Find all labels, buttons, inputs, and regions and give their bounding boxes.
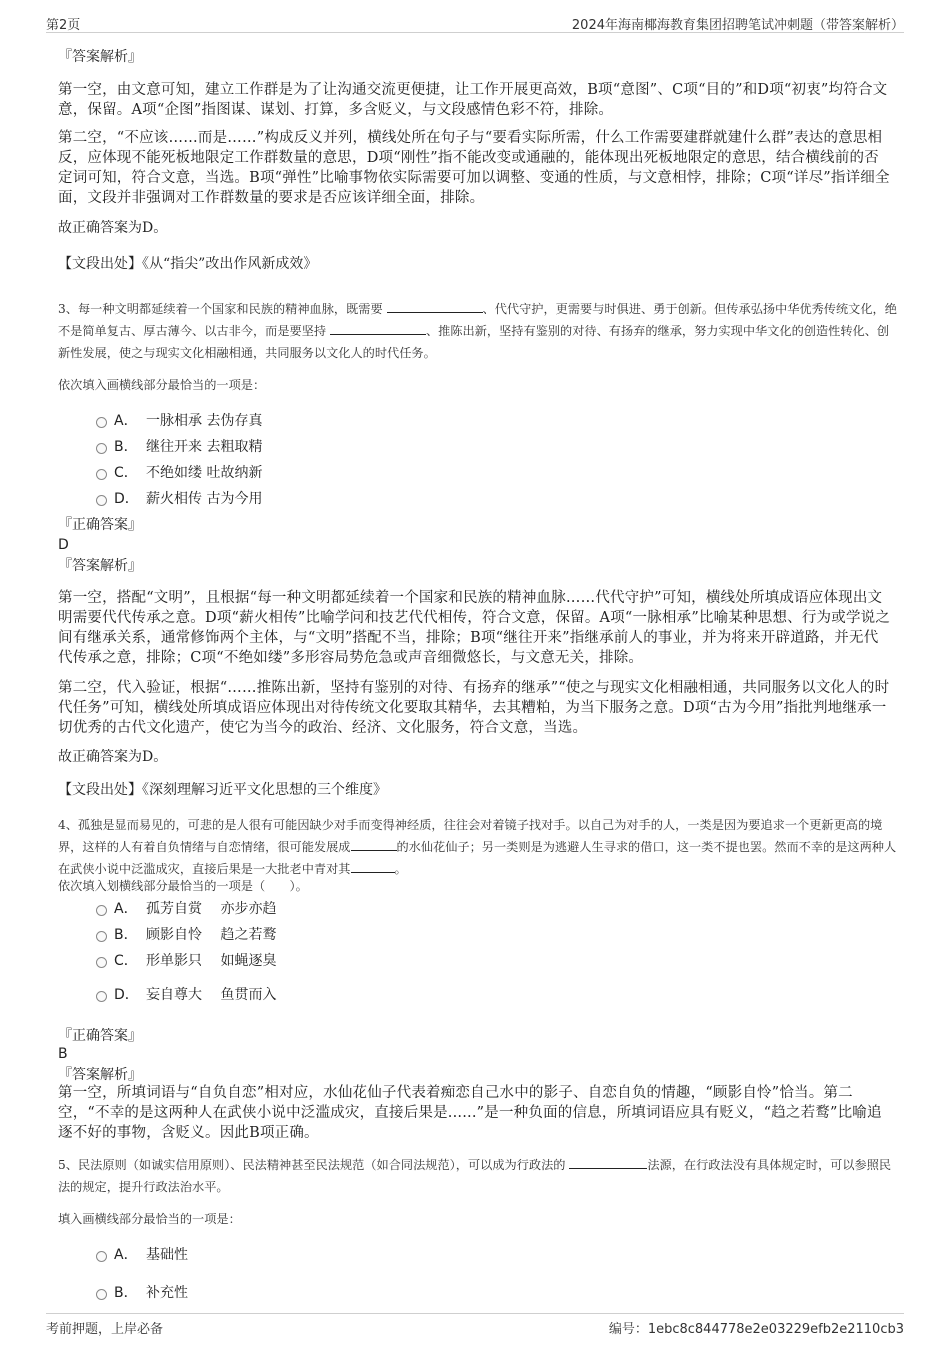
question-5-text: 5、民法原则（如诚实信用原则）、民法精神甚至民法规范（如合同法规范），可以成为行政法的 法源，在行政法没有具体规定时，可以参照民法的规定，提升行政法治水平。 [58, 1158, 892, 1194]
question-number: 5、 [58, 1158, 78, 1172]
question-3-text: 3、每一种文明都延续着一个国家和民族的精神血脉，既需要 、代代守护，更需要与时俱进、勇于创新。但传承弘扬中华优秀传统文化，绝不是简单复古、厚古薄今、以古非今，而是要坚持 、推陈出新，坚持有鉴别的对待、有扬弃的继承，努力实现中华文化的创造性转化、创新性发展，使之与现实文化相融相通，共同服务以文化人的时代任务。 [58, 302, 897, 360]
radio-button[interactable] [96, 469, 107, 480]
passage-source: 【文段出处】《从“指尖”改出作风新成效》 [58, 256, 318, 272]
question-prompt: 填入画横线部分最恰当的一项是： [58, 1212, 241, 1226]
correct-answer-tag: 『正确答案』 [58, 517, 142, 533]
blank-1 [387, 300, 483, 313]
blank-2 [351, 860, 395, 873]
passage-source: 【文段出处】《深刻理解习近平文化思想的三个维度》 [58, 782, 387, 798]
radio-button[interactable] [96, 1251, 107, 1262]
analysis-paragraph: 第二空，“不应该……而是……”构成反义并列，横线处所在句子与“要看实际所需，什么工作需要建群就建什么群”表达的意思相反，应体现不能死板地限定工作群数量的意思，D项“刚性”指不能改变或通融的，能体现出死板地限定的意思，结合横线前的否定词可知，符合文意，当选。B项“弹性”比喻事物依实际需要可加以调整、变通的性质，与文意相悖，排除；C项“详尽”指详细全面，文段并非强调对工作群数量的要求是否应该详细全面，排除。 [58, 130, 890, 206]
radio-button[interactable] [96, 417, 107, 428]
radio-button[interactable] [96, 1289, 107, 1300]
question-4-text: 4、孤独是显而易见的，可悲的是人很有可能因缺少对手而变得神经质，往往会对着镜子找对手。以自己为对手的人，一类是因为要追求一个更新更高的境界，这样的人有着自负情绪与自恋情绪，很可能发展成 的水仙花仙子；另一类则是为逃避人生寻求的借口，这一类不提也罢。然而不幸的是这两种人在武侠小说中泛滥成灾，直接后果是一大批老中青对其 。 [58, 818, 897, 876]
correct-answer: B [58, 1046, 68, 1062]
radio-button[interactable] [96, 905, 107, 916]
conclusion: 故正确答案为D。 [58, 749, 168, 765]
page-footer [46, 1313, 904, 1338]
page-header [46, 10, 904, 33]
question-prompt: 依次填入画横线部分最恰当的一项是： [58, 378, 266, 392]
blank-1 [569, 1156, 647, 1169]
radio-button[interactable] [96, 991, 107, 1002]
page-number: 第2页 [46, 18, 81, 33]
radio-button[interactable] [96, 931, 107, 942]
radio-button[interactable] [96, 957, 107, 968]
question-number: 3、 [58, 302, 78, 316]
document-title: 2024年海南椰海教育集团招聘笔试冲刺题（带答案解析） [571, 18, 904, 33]
correct-answer: D [58, 537, 69, 553]
blank-1 [351, 838, 397, 851]
analysis-paragraph: 第一空，所填词语与“自负自恋”相对应，水仙花仙子代表着痴恋自己水中的影子、自恋自负的情趣，“顾影自怜”恰当。第二空，“不幸的是这两种人在武侠小说中泛滥成灾，直接后果是......”是一种负面的信息，所填词语应具有贬义，“趋之若鹜”比喻追逐不好的事物，含贬义。因此B项正确。 [58, 1085, 882, 1141]
analysis-paragraph: 第一空，搭配“文明”，且根据“每一种文明都延续着一个国家和民族的精神血脉……代代守护”可知，横线处所填成语应体现出文明需要代代传承之意。D项“薪火相传”比喻学问和技艺代代相传，符合文意，保留。A项“一脉相承”比喻某种思想、行为或学说之间有继承关系，通常修饰两个主体，与“文明”搭配不当，排除；B项“继往开来”指继承前人的事业，并为将来开辟道路，并无代代传承之意，排除；C项“不绝如缕”多形容局势危急或声音细微悠长，与文意无关，排除。 [58, 590, 891, 666]
question-prompt: 依次填入划横线部分最恰当的一项是（ ）。 [58, 879, 308, 893]
analysis-paragraph: 第二空，代入验证，根据“……推陈出新，坚持有鉴别的对待、有扬弃的继承”“使之与现实文化相融相通，共同服务以文化人的时代任务”可知，横线处所填成语应体现出对待传统文化要取其精华，去其糟粕，为当下服务之意。D项“古为今用”指批判地继承一切优秀的古代文化遗产，使它为当今的政治、经济、文化服务，符合文意，当选。 [58, 680, 890, 736]
answer-analysis-tag: 『答案解析』 [58, 558, 142, 574]
document-code: 编号：1ebc8c844778e2e03229efb2e2110cb3 [608, 1322, 904, 1337]
blank-2 [330, 322, 426, 335]
radio-button[interactable] [96, 495, 107, 506]
question-number: 4、 [58, 818, 78, 832]
conclusion: 故正确答案为D。 [58, 220, 168, 236]
footer-slogan: 考前押题，上岸必备 [46, 1322, 164, 1337]
radio-button[interactable] [96, 443, 107, 454]
correct-answer-tag: 『正确答案』 [58, 1028, 142, 1044]
analysis-paragraph: 第一空，由文意可知，建立工作群是为了让沟通交流更便捷，让工作开展更高效，B项“意图”、C项“目的”和D项“初衷”均符合文意，保留。A项“企图”指图谋、谋划、打算，多含贬义，与文段感情色彩不符，排除。 [58, 82, 888, 118]
answer-analysis-tag: 『答案解析』 [58, 49, 142, 65]
answer-analysis-tag: 『答案解析』 [58, 1067, 142, 1083]
